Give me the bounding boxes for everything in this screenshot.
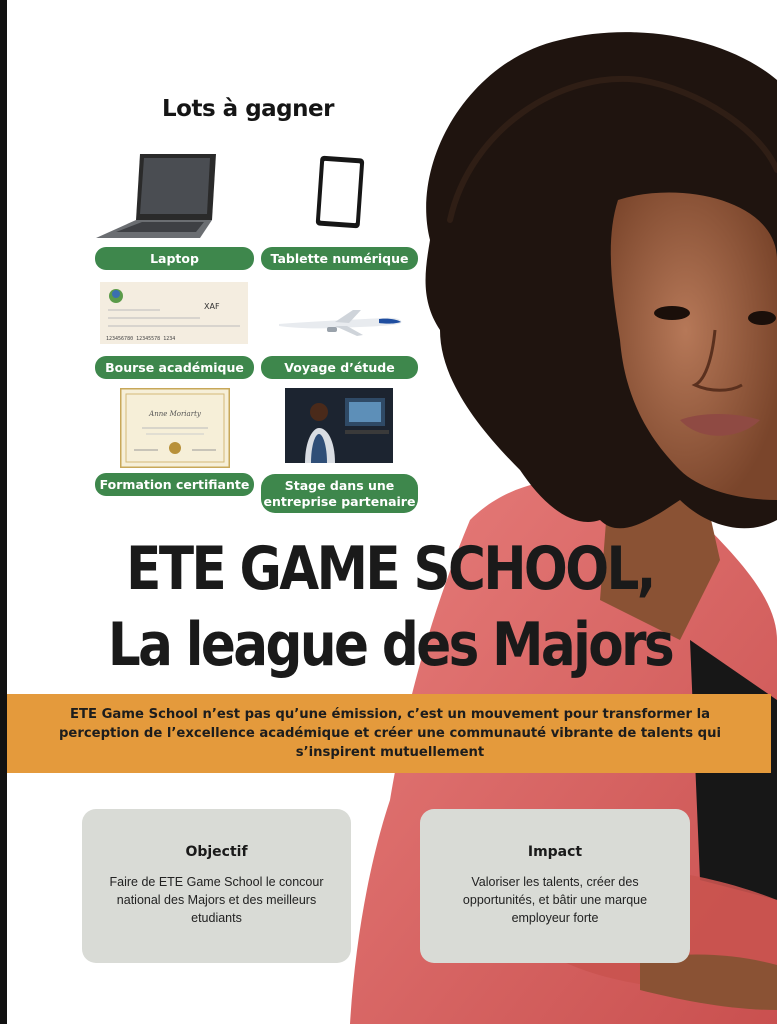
laptop-icon — [92, 150, 222, 242]
certificate-name: Anne Moriarty — [149, 410, 201, 418]
impact-card-body: Valoriser les talents, créer des opportunités, et bâtir une marque employeur forte — [462, 875, 648, 925]
cheque-micr: 123456780 12345578 1234 — [106, 336, 176, 342]
objective-card-body: Faire de ETE Game School le concour national des Majors et des meilleurs etudiants — [109, 875, 324, 925]
cheque-currency: XAF — [204, 302, 220, 311]
headline-line-1: ETE GAME SCHOOL, — [126, 534, 654, 604]
prize-label-laptop: Laptop — [95, 247, 254, 270]
prize-label-study-trip: Voyage d’étude — [261, 356, 418, 379]
office-workstation-icon — [285, 388, 393, 463]
left-edge-bar — [0, 0, 7, 1024]
impact-card-title: Impact — [527, 844, 583, 860]
certificate-icon — [120, 388, 230, 468]
tablet-icon — [312, 155, 368, 231]
prize-label-training: Formation certifiante — [95, 473, 254, 496]
prize-label-tablet: Tablette numérique — [261, 247, 418, 270]
cheque-icon — [100, 282, 248, 344]
prize-label-internship: Stage dans une entreprise partenaire — [261, 474, 418, 513]
objective-card-title: Objectif — [185, 844, 248, 860]
prize-label-scholarship: Bourse académique — [95, 356, 254, 379]
prizes-title: Lots à gagner — [162, 96, 334, 122]
mission-banner-text: ETE Game School n’est pas qu’une émission, c’est un mouvement pour transformer la perception de l’excellence académique et créer une communauté vibrante de talents qui s’inspirent mutuellement — [58, 707, 722, 760]
airplane-icon — [275, 304, 405, 340]
headline-line-2: La league des Majors — [107, 610, 673, 680]
